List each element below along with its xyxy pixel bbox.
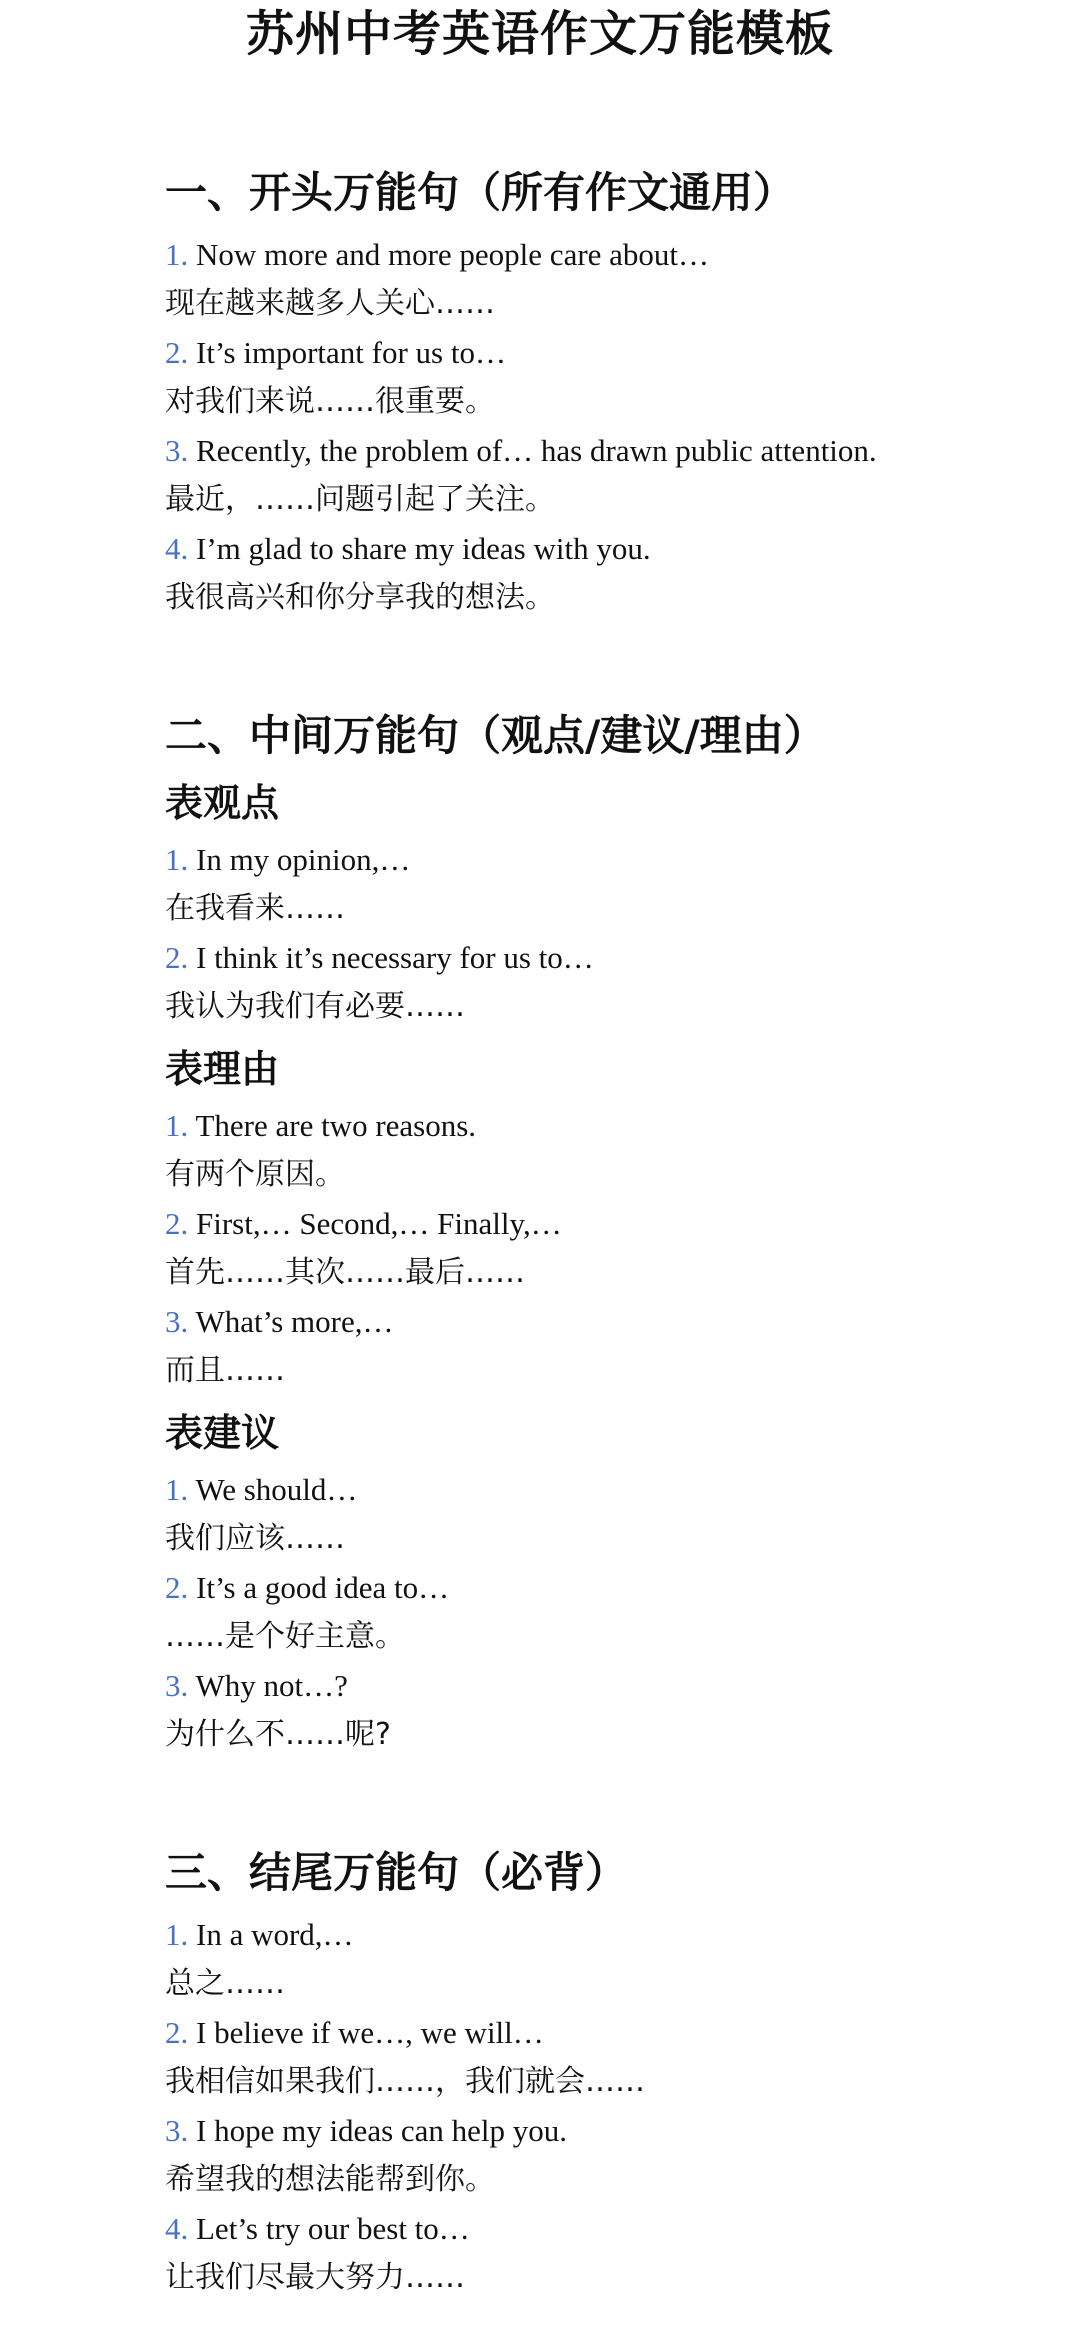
item-number: 3. xyxy=(165,433,189,468)
list-item xyxy=(165,1661,1045,1759)
list-item xyxy=(165,835,1045,933)
subsection-heading: 表建议 xyxy=(165,1411,280,1455)
page-title: 苏州中考英语作文万能模板 xyxy=(245,6,834,62)
section-heading: 一、开头万能句（所有作文通用） xyxy=(165,168,796,217)
english-text: I’m glad to share my ideas with you. xyxy=(196,531,651,566)
section-middle xyxy=(165,707,1045,1759)
item-number: 4. xyxy=(165,2211,189,2246)
english-sentence xyxy=(165,328,1045,377)
list-item xyxy=(165,1199,1045,1297)
chinese-translation: 现在越来越多人关心…… xyxy=(165,286,495,321)
list-item xyxy=(165,1101,1045,1199)
english-sentence xyxy=(165,2008,1045,2057)
english-sentence xyxy=(165,2204,1045,2253)
english-text: I think it’s necessary for us to… xyxy=(196,940,594,975)
english-sentence xyxy=(165,230,1045,279)
chinese-translation: 为什么不……呢? xyxy=(165,1717,391,1752)
subsection-heading: 表观点 xyxy=(165,781,280,825)
chinese-translation: 希望我的想法能帮到你。 xyxy=(165,2162,495,2197)
item-number: 3. xyxy=(165,2113,189,2148)
english-sentence xyxy=(165,1910,1045,1959)
english-sentence xyxy=(165,1297,1045,1346)
english-text: In my opinion,… xyxy=(196,842,411,877)
subsection-suggestions xyxy=(165,1407,1045,1759)
list-item xyxy=(165,933,1045,1031)
english-text: We should… xyxy=(195,1472,358,1507)
chinese-translation: 对我们来说……很重要。 xyxy=(165,384,495,419)
item-number: 2. xyxy=(165,335,189,370)
section-heading: 三、结尾万能句（必背） xyxy=(165,1848,628,1897)
chinese-translation: 让我们尽最大努力…… xyxy=(165,2260,465,2295)
english-text: I hope my ideas can help you. xyxy=(196,2113,568,2148)
list-item xyxy=(165,328,1045,426)
item-number: 3. xyxy=(165,1304,189,1339)
english-sentence xyxy=(165,1199,1045,1248)
chinese-translation: 有两个原因。 xyxy=(165,1157,345,1192)
section-heading: 二、中间万能句（观点/建议/理由） xyxy=(165,711,826,760)
subsection-opinion xyxy=(165,777,1045,1031)
list-item xyxy=(165,1563,1045,1661)
english-text: Let’s try our best to… xyxy=(196,2211,470,2246)
section-opening xyxy=(165,164,1045,622)
list-item xyxy=(165,426,1045,524)
chinese-translation: 我认为我们有必要…… xyxy=(165,989,465,1024)
item-number: 1. xyxy=(165,1917,189,1952)
item-number: 1. xyxy=(165,237,189,272)
english-sentence xyxy=(165,524,1045,573)
item-number: 4. xyxy=(165,531,189,566)
item-number: 2. xyxy=(165,1206,189,1241)
english-text: What’s more,… xyxy=(195,1304,394,1339)
chinese-translation: 我相信如果我们……，我们就会…… xyxy=(165,2064,645,2099)
list-item xyxy=(165,524,1045,622)
english-text: First,… Second,… Finally,… xyxy=(196,1206,562,1241)
english-text: I believe if we…, we will… xyxy=(196,2015,544,2050)
english-text: It’s important for us to… xyxy=(196,335,506,370)
english-sentence xyxy=(165,1465,1045,1514)
english-sentence xyxy=(165,2106,1045,2155)
item-number: 2. xyxy=(165,2015,189,2050)
chinese-translation: 我很高兴和你分享我的想法。 xyxy=(165,580,555,615)
item-number: 1. xyxy=(165,842,189,877)
english-text: There are two reasons. xyxy=(195,1108,477,1143)
english-sentence xyxy=(165,1563,1045,1612)
english-sentence xyxy=(165,1101,1045,1150)
chinese-translation: 首先……其次……最后…… xyxy=(165,1255,525,1290)
item-number: 2. xyxy=(165,1570,189,1605)
chinese-translation: 总之…… xyxy=(165,1966,285,2001)
subsection-reasons xyxy=(165,1043,1045,1395)
list-item xyxy=(165,230,1045,328)
document-content xyxy=(165,164,1045,2302)
chinese-translation: 我们应该…… xyxy=(165,1521,345,1556)
section-closing xyxy=(165,1844,1045,2302)
english-sentence xyxy=(165,933,1045,982)
subsection-heading: 表理由 xyxy=(165,1047,280,1091)
list-item xyxy=(165,1910,1045,2008)
item-number: 1. xyxy=(165,1108,189,1143)
english-text: It’s a good idea to… xyxy=(196,1570,450,1605)
list-item xyxy=(165,1465,1045,1563)
item-number: 3. xyxy=(165,1668,189,1703)
english-text: In a word,… xyxy=(196,1917,354,1952)
english-sentence xyxy=(165,1661,1045,1710)
list-item xyxy=(165,2204,1045,2302)
english-text: Now more and more people care about… xyxy=(196,237,710,272)
english-sentence xyxy=(165,426,1045,475)
item-number: 2. xyxy=(165,940,189,975)
list-item xyxy=(165,1297,1045,1395)
item-number: 1. xyxy=(165,1472,189,1507)
english-text: Why not…? xyxy=(195,1668,348,1703)
list-item xyxy=(165,2008,1045,2106)
chinese-translation: 而且…… xyxy=(165,1353,285,1388)
english-text: Recently, the problem of… has drawn public attention. xyxy=(196,433,877,468)
list-item xyxy=(165,2106,1045,2204)
chinese-translation: ……是个好主意。 xyxy=(165,1619,405,1654)
chinese-translation: 最近，……问题引起了关注。 xyxy=(165,482,555,517)
chinese-translation: 在我看来…… xyxy=(165,891,345,926)
english-sentence xyxy=(165,835,1045,884)
